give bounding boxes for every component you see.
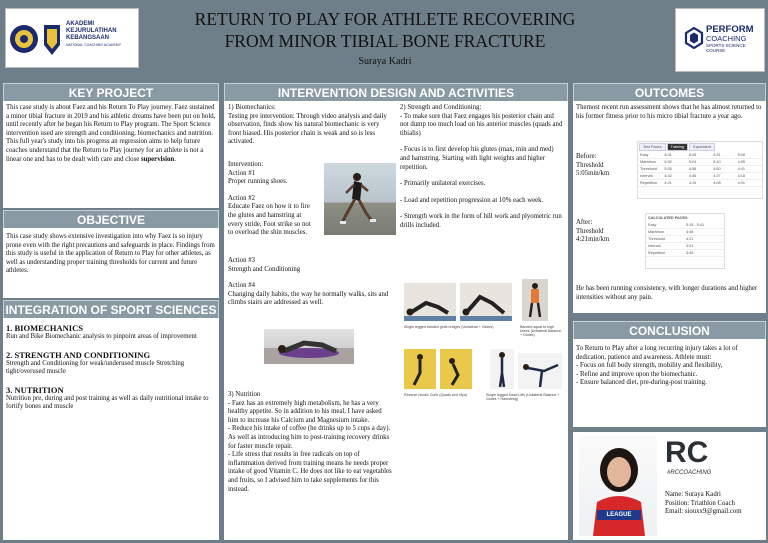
table2-title: CALCULATED PACES: [648, 216, 688, 220]
pace-row: [646, 222, 724, 229]
pace-cell: 4:21: [686, 237, 694, 241]
key-project-body: [6, 104, 216, 164]
pace-cell: 4:01: [686, 244, 694, 248]
biomech-text: Testing pre intervention: Through video analysis and daily observation, finds show his natural biomechanic is very front biased. His posterior chain is weak and so is less activated.: [228, 112, 387, 146]
rc-hashtag: #RCCOACHING: [667, 470, 712, 476]
conclusion-heading: CONCLUSION: [573, 321, 766, 341]
pace-cell: 4:55: [737, 160, 746, 164]
pace-cell: 4:18: [737, 174, 746, 178]
caption-deadlift: Single legged Dead Lifts (Unilateral Balance + Glutes + Hamstring): [486, 393, 560, 402]
pace-row: [646, 243, 724, 250]
after-pace-table: [645, 213, 725, 269]
intervention-label: Intervention:: [228, 161, 264, 168]
banded-squat-photo: [522, 279, 548, 321]
sc-title: 2) Strength and Conditioning:: [400, 104, 482, 111]
rc-logo: RC: [665, 436, 709, 469]
sc-point-3: - Load and repetition progression at 10% each week.: [400, 196, 544, 204]
tab-test-paces[interactable]: Test Paces: [639, 143, 666, 151]
integration-text-1: Run and Bike Biomechanic analysis to pinpoint areas of improvement: [6, 333, 197, 340]
nordic-curl-photo-b: [440, 349, 472, 389]
conclusion-panel: [573, 339, 766, 427]
pace-cell: 4:27: [713, 174, 721, 178]
logo-left-line4: NATIONAL COACHING ACADEMY: [66, 43, 122, 47]
pace-cell: 6:01: [664, 153, 672, 157]
outcomes-heading: OUTCOMES: [573, 83, 766, 103]
biomechanics-block: [228, 104, 393, 155]
after-value: 4:21min/km: [576, 236, 610, 244]
pace-cell: 4:42: [664, 174, 672, 178]
before-block: [576, 153, 632, 179]
pace-cell: Repetition: [648, 251, 666, 255]
after-threshold: Threshold: [576, 227, 604, 235]
integration-heading: INTEGRATION OF SPORT SCIENCES: [3, 300, 219, 320]
integration-text-2: Strength and Conditioning for weak/underused muscle Stretching tight/overused muscle: [6, 359, 185, 376]
caption-banded-squat: Banded squat to high knees (Unilateral Balance + Glutes): [520, 325, 561, 338]
glute-bridge-figure-b: [460, 283, 512, 321]
pace-row: [646, 236, 724, 243]
academy-logo: [5, 8, 139, 68]
pace-cell: 5:15 - 5:41: [686, 223, 705, 227]
key-project-text: This case study is about Faez and his Return To Play journey. Faez sustained a minor tibial fracture in 2019 and his athletic dreams have been put on hold, until recently after he began his Return to Play program. The Sport Science intervention used are strength and conditioning, biomechanics and nutrition. This full year's study into his progress an regression aims to help future coaches understand that the Return to Play journey for an athlete is not a linear one and has to be dealt with care and close: [6, 104, 216, 163]
conclusion-text: To Return to Play after a long recurring injury takes a lot of dedication, patience and awareness. Athlete must: - Focus on full body strength, mobility and flexibility, - Refine and improve upon the biomechanic. - Ensure balanced diet, pre-during-post training.: [576, 345, 738, 387]
actions-block: [228, 161, 313, 238]
deadlift-photo-a: [490, 349, 514, 389]
action4-text: Changing daily habits, the way he normally walks, sits and climbs stairs are addressed as well.: [228, 290, 389, 307]
deadlift-photo-b: [518, 353, 562, 389]
action3-text: Strength and Conditioning: [228, 265, 301, 273]
pace-cell: Marathon: [648, 230, 665, 234]
sc-point-4: - Strength work in the form of hill work and plyometric run drills included.: [400, 213, 562, 229]
key-project-heading: KEY PROJECT: [3, 83, 219, 103]
floor-exercise-photo: [264, 329, 354, 364]
key-project-end: .: [174, 155, 176, 163]
pace-cell: 5:10: [713, 160, 721, 164]
objective-heading: OBJECTIVE: [3, 210, 219, 230]
poster-title: [150, 8, 620, 52]
action4-title: Action #4: [228, 282, 255, 290]
title-line1: RETURN TO PLAY FOR ATHLETE RECOVERING: [194, 9, 576, 29]
outcomes-closing: He has been running consistency, with longer durations and higher intensities without any pain.: [576, 285, 758, 301]
profile-email[interactable]: Email: siouxx9@gmail.com: [665, 508, 742, 516]
integration-text-3: Nutrition pre, during and post training as well as daily nutritional intake to fortify bones and muscle: [6, 394, 209, 411]
glute-bridge-photo-a: [404, 283, 456, 321]
poster-author: Suraya Kadri: [358, 56, 412, 67]
action2-text: Educate Faez on how it to fire the glutes and hamstring at every stride. Foot strike so not to overload the shin muscles.: [228, 203, 311, 237]
pace-cell: Easy: [648, 223, 657, 227]
title-line2: FROM MINOR TIBIAL BONE FRACTURE: [224, 31, 546, 51]
outcomes-panel: [573, 101, 766, 313]
sc-block: [400, 104, 564, 231]
before-label: Before:: [576, 153, 597, 160]
pace-row: [646, 229, 724, 236]
logo-right-line2: COACHING: [706, 34, 747, 43]
pace-cell: Threshold: [640, 167, 657, 171]
sc-point-2: - Primarily unilateral exercises.: [400, 180, 486, 188]
action1-title: Action #1: [228, 169, 255, 177]
runner-photo: [324, 163, 396, 235]
action2-title: Action #2: [228, 194, 255, 202]
pace-cell: 4:21: [664, 181, 672, 185]
pace-row: [638, 152, 762, 159]
logo-left-line2: KEJURULATIHAN: [66, 28, 117, 34]
logo-right-line1: PERFORM: [706, 24, 754, 35]
profile-position: Position: Triathlon Coach: [665, 499, 735, 507]
integration-title-2: 2. STRENGTH AND CONDITIONING: [6, 349, 151, 360]
after-label: After:: [576, 219, 593, 226]
integration-panel: [3, 318, 219, 540]
objective-body: This case study shows extensive investigation into why Faez is so injury prone even with the right precautions and safeguards in place. Findings from this study is useful in the application of Return to Play for other athletes, as well as understanding proper training thresholds for current and future athletes.: [6, 233, 215, 275]
integration-title-1: 1. BIOMECHANICS: [6, 323, 83, 333]
pace-cell: 5:05: [664, 167, 672, 171]
actions-block-2: [228, 257, 393, 308]
pace-cell: 4:15: [688, 181, 697, 185]
coach-photo: [579, 436, 657, 536]
pace-cell: 5:08: [737, 153, 746, 157]
pace-cell: 4:58: [688, 167, 697, 171]
sc-point-1: - Focus is to first develop his glutes (max, min and med) and hamstring. Starting with light weights and higher repetition.: [400, 146, 554, 171]
pace-row: [638, 159, 762, 166]
key-project-panel: [3, 101, 219, 208]
profile-card: [573, 432, 766, 540]
pace-cell: 4:50: [713, 167, 721, 171]
pace-cell: 4:08: [713, 181, 721, 185]
glute-bridge-photo-b: [460, 283, 512, 321]
key-project-bold: supervision: [140, 155, 175, 163]
nordic-curl-photo-a: [404, 349, 436, 389]
pace-cell: Repetition: [640, 181, 658, 185]
before-threshold: Threshold: [576, 161, 604, 169]
nutrition-title: 3) Nutrition: [228, 391, 261, 398]
logo-right-line3: SPORTS SCIENCE: [706, 43, 746, 48]
deadlift-figure-a: [490, 349, 514, 389]
pace-row: [646, 250, 724, 257]
profile-details: [665, 491, 763, 517]
pace-cell: 4:48: [686, 230, 694, 234]
sc-intro: - To make sure that Faez engages his posterior chain and not dump too much load on his anterior muscles (quads and tibialis): [400, 112, 563, 137]
nordic-curl-figure-b: [440, 349, 472, 389]
pace-cell: 4:01: [737, 181, 746, 185]
intervention-panel: [224, 101, 568, 540]
pace-cell: Easy: [640, 153, 649, 157]
caption-glute-bridge: Single legged banded glute bridges (Unilateral + Glutes): [404, 325, 494, 329]
after-block: [576, 219, 632, 245]
action1-text: Proper running shoes.: [228, 178, 288, 186]
coach-figure: [579, 436, 657, 536]
tab-equivalent[interactable]: Equivalent: [689, 143, 715, 151]
before-value: 5:05min/km: [576, 170, 610, 178]
pace-cell: 5:45: [688, 153, 697, 157]
nutrition-block: [228, 391, 393, 494]
nutrition-text: - Faez has an extremely high metabolism, he has a very healthy appetite. So in addition to his meal, I have asked him to increase his Calcium and Magnesium intake. - Reduce his intake of coffee (he drinks up to 5 cups a day). As well as introducing him to post-training recovery drinks for faster muscle repair. - Life stress that results in free radicals on top of inflammation derived from training means he needs proper intake of good Vitamin C. He does not like to eat vegetables and fruits, so I advised him to take supplements for this instead.: [228, 399, 392, 493]
pace-cell: 5:31: [713, 153, 721, 157]
pace-cell: 4:41: [737, 167, 746, 171]
intervention-heading: INTERVENTION DESIGN AND ACTIVITIES: [224, 83, 568, 103]
outcomes-intro: Themost recent run assessment shows that he has almost returned to his former fitness prior to his micro tibial fracture a year ago.: [576, 104, 762, 120]
integration-title-3: 3. NUTRITION: [6, 384, 64, 395]
poster-header: [0, 0, 768, 80]
tab-training[interactable]: Training: [667, 143, 689, 151]
banded-squat-figure: [522, 279, 548, 321]
jersey-text: LEAGUE: [606, 512, 632, 518]
caption-nordic-curl: Reverse Nordic Curls (Quads and Hips): [404, 393, 468, 397]
logo-right-line4: COURSE: [706, 48, 726, 53]
pace-cell: Interval: [640, 174, 653, 178]
pace-row: [638, 173, 762, 180]
logo-left-line1: AKADEMI: [66, 21, 94, 27]
runner-figure: [324, 163, 396, 235]
pace-cell: Interval: [648, 244, 661, 248]
pace-row: [638, 166, 762, 173]
nordic-curl-figure-a: [404, 349, 436, 389]
pace-cell: 5:24: [688, 160, 697, 164]
pace-cell: Threshold: [648, 237, 665, 241]
pace-row: [638, 180, 762, 187]
logo-left-line3: KEBANGSAAN: [66, 35, 110, 41]
deadlift-figure-b: [518, 353, 562, 389]
glute-bridge-figure-a: [404, 283, 456, 321]
floor-exercise-figure: [264, 329, 354, 364]
pace-cell: 3:45: [686, 251, 694, 255]
before-pace-table: [637, 141, 763, 199]
perform-coaching-logo: [675, 8, 765, 72]
profile-name: Name: Suraya Kadri: [665, 491, 721, 498]
pace-cell: 4:36: [688, 174, 697, 178]
objective-panel: [3, 228, 219, 298]
biomech-title: 1) Biomechanics:: [228, 104, 276, 111]
pace-cell: Marathon: [640, 160, 657, 164]
pace-cell: 5:32: [664, 160, 672, 164]
integration-list: [6, 319, 216, 412]
action3-title: Action #3: [228, 257, 255, 264]
